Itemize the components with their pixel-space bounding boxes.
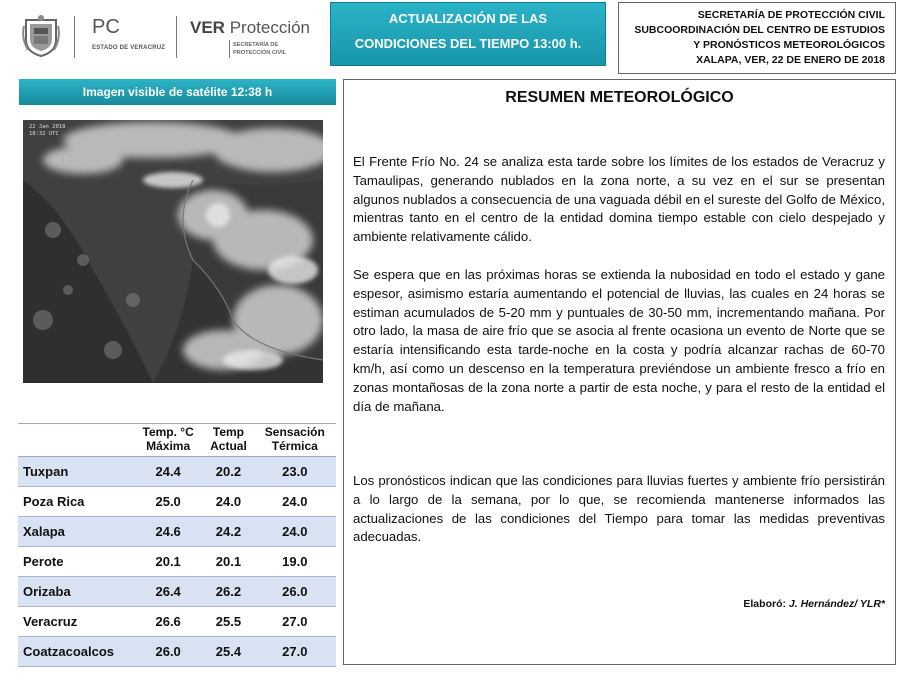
satellite-timestamp: 22 Jan 2018 18:32 UTC xyxy=(29,124,66,137)
actual-cell: 20.2 xyxy=(203,457,253,487)
sens-cell: 24.0 xyxy=(282,494,308,509)
max-cell: 24.6 xyxy=(133,517,203,547)
table-row xyxy=(18,577,336,607)
report-title xyxy=(330,2,606,66)
city-cell: Coatzacoalcos xyxy=(18,637,133,667)
header-temp-actual: Temp Actual xyxy=(210,425,247,453)
agency-box xyxy=(618,2,896,74)
header-temp-max: Temp. °C Máxima xyxy=(142,425,194,453)
header-logos xyxy=(18,8,318,63)
city-cell: Poza Rica xyxy=(23,494,85,509)
table-row xyxy=(18,457,336,487)
title-line1: ACTUALIZACIÓN DE LAS xyxy=(388,11,548,26)
divider xyxy=(229,40,230,58)
pc-label: PC xyxy=(92,16,120,38)
sens-cell: 26.0 xyxy=(254,577,336,607)
satellite-picture xyxy=(23,120,323,383)
summary-panel xyxy=(343,79,896,665)
sens-cell: 24.0 xyxy=(254,517,336,547)
city-cell: Tuxpan xyxy=(18,457,133,487)
actual-cell: 24.0 xyxy=(215,494,242,509)
sens-cell: 27.0 xyxy=(254,637,336,667)
summary-title: RESUMEN METEOROLÓGICO xyxy=(505,89,734,106)
actual-cell: 24.2 xyxy=(203,517,253,547)
actual-cell: 26.2 xyxy=(203,577,253,607)
city-cell: Orizaba xyxy=(18,577,133,607)
summary-paragraph: Se espera que en las próximas horas se extienda la nubosidad en todo el estado y gane espesor, asimismo estaría aumentando el potencial de lluvias, las cuales en 24 horas se estiman acumulados de 5-20 mm y puntuales de 30-50 mm, incrementando mañana. Por otro lado, la masa de aire frío que se asocia al frente ocasiona un evento de Norte que se estaría intensificando esta tarde-noche en la costa y podría alcanzar rachas de 60-70 km/h, así como un descenso en la temperatura previéndose un ambiente fresco a frío en zonas montañosas de la zona norte a partir de esta noche, y para el resto de la entidad el día de mañana. xyxy=(353,267,885,414)
city-cell: Perote xyxy=(23,554,64,569)
divider xyxy=(176,16,177,58)
satellite-image xyxy=(23,120,323,383)
max-cell: 20.1 xyxy=(155,554,181,569)
table-row xyxy=(18,547,336,577)
agency-line: SUBCOORDINACIÓN DEL CENTRO DE ESTUDIOS xyxy=(634,24,885,36)
temperature-table xyxy=(18,423,336,667)
pc-sub: ESTADO DE VERACRUZ xyxy=(92,45,166,51)
sens-cell: 19.0 xyxy=(282,554,308,569)
max-cell: 24.4 xyxy=(133,457,203,487)
table-header-row xyxy=(18,424,336,457)
ver-sub-line1: SECRETARÍA DE xyxy=(233,42,279,48)
title-line2: CONDICIONES DEL TIEMPO 13:00 h. xyxy=(354,36,582,51)
agency-line: SECRETARÍA DE PROTECCIÓN CIVIL xyxy=(697,9,885,21)
divider xyxy=(74,16,75,58)
city-cell: Veracruz xyxy=(23,614,78,629)
agency-line: Y PRONÓSTICOS METEOROLÓGICOS xyxy=(693,39,885,51)
header-city xyxy=(18,424,133,457)
table-row xyxy=(18,607,336,637)
sens-cell: 27.0 xyxy=(282,614,308,629)
city-cell: Xalapa xyxy=(18,517,133,547)
ver-proteccion-logo: VER Protección xyxy=(190,18,311,37)
satellite-label: Imagen visible de satélite 12:38 h xyxy=(19,79,336,105)
agency-date: XALAPA, VER, 22 DE ENERO DE 2018 xyxy=(696,54,885,66)
max-cell: 26.4 xyxy=(133,577,203,607)
author-credit: Elaboró: J. Hernández/ YLR* xyxy=(743,598,885,610)
ver-sub-line2: PROTECCIÓN CIVIL xyxy=(233,50,287,56)
sens-cell: 23.0 xyxy=(254,457,336,487)
actual-cell: 25.4 xyxy=(203,637,253,667)
actual-cell: 25.5 xyxy=(215,614,242,629)
max-cell: 26.0 xyxy=(133,637,203,667)
table-row xyxy=(18,517,336,547)
header-sensacion: Sensación Térmica xyxy=(264,425,325,453)
summary-paragraph: Los pronósticos indican que las condiciones para lluvias fuertes y ambiente frío persistirán a lo largo de la semana, por lo que, se recomienda mantenerse informados las actualizaciones de las condiciones del Tiempo para tomar las medidas preventivas adecuadas. xyxy=(353,473,885,545)
summary-paragraph: El Frente Frío No. 24 se analiza esta tarde sobre los límites de los estados de Veracruz y Tamaulipas, generando nublados en la zona norte, a su vez en el sur se presentan algunos nublados a consecuencia de una vaguada débil en el sureste del Golfo de México, mientras tanto en el centro de la entidad domina tiempo estable con cielo despejado y ambiente relativamente cálido. xyxy=(353,154,885,245)
actual-cell: 20.1 xyxy=(215,554,242,569)
max-cell: 26.6 xyxy=(155,614,181,629)
table-row xyxy=(18,487,336,517)
max-cell: 25.0 xyxy=(155,494,181,509)
veracruz-seal-icon xyxy=(22,14,60,58)
table-row xyxy=(18,637,336,667)
